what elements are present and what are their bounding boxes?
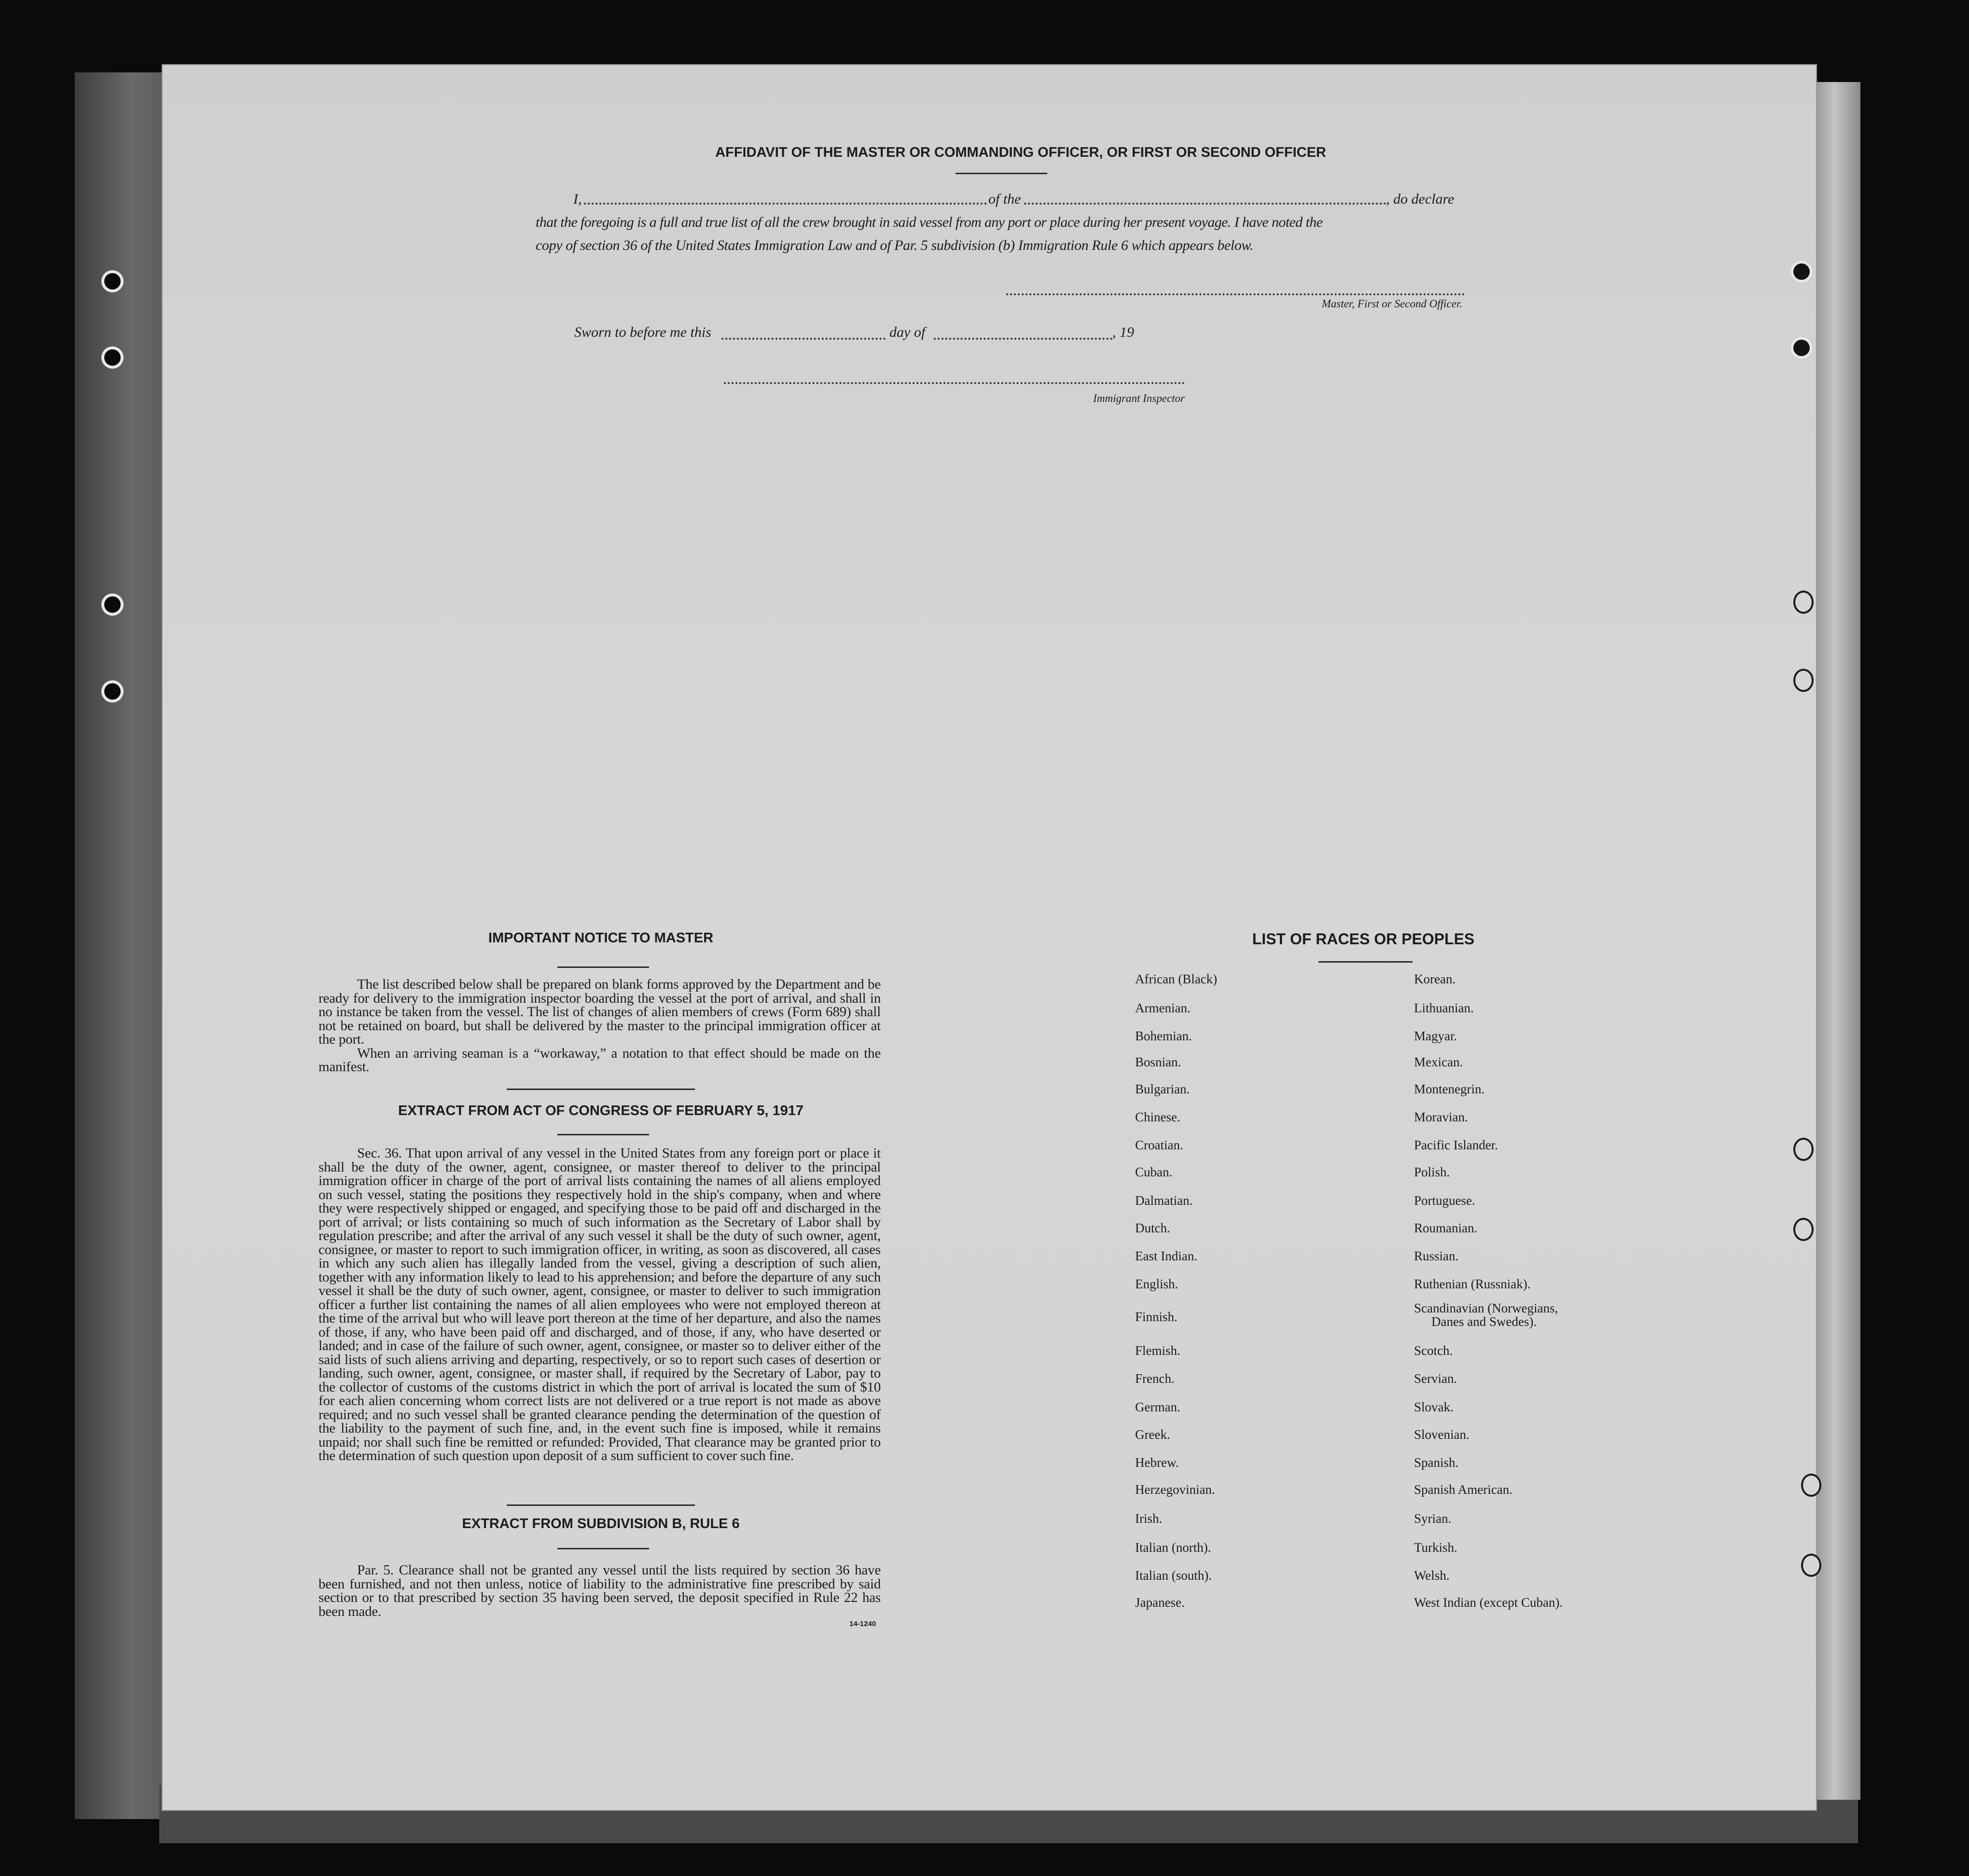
binder-ring-right-6: [1793, 1218, 1814, 1241]
race-item: Herzegovinian.: [1135, 1482, 1215, 1497]
race-item: African (Black): [1135, 972, 1218, 986]
race-item: English.: [1135, 1277, 1179, 1291]
race-item: Slovenian.: [1414, 1427, 1470, 1442]
affidavit-do-declare: , do declare: [1386, 191, 1455, 207]
binder-hole-left-3: [101, 593, 124, 616]
extract-act-title: EXTRACT FROM ACT OF CONGRESS OF FEBRUARY 5, 1917: [398, 1103, 804, 1118]
affidavit-i-label: I,: [573, 191, 582, 207]
binder-hole-left-4: [101, 680, 124, 703]
race-item: Montenegrin.: [1414, 1082, 1485, 1096]
officer-signature-caption: Master, First or Second Officer.: [1321, 298, 1462, 310]
race-item: Polish.: [1414, 1165, 1450, 1179]
form-number: 14-1240: [849, 1620, 876, 1628]
extract-act-title-rule: [557, 1134, 649, 1135]
officer-signature-field[interactable]: [1006, 293, 1465, 295]
race-item: Scandinavian (Norwegians,: [1414, 1301, 1558, 1315]
race-item: Finnish.: [1135, 1310, 1178, 1324]
race-item: Moravian.: [1414, 1110, 1468, 1124]
race-item: Scotch.: [1414, 1343, 1453, 1358]
race-item: Bosnian.: [1135, 1055, 1181, 1069]
race-item: Russian.: [1414, 1249, 1459, 1263]
notice-title: IMPORTANT NOTICE TO MASTER: [488, 930, 714, 946]
races-title: LIST OF RACES OR PEOPLES: [1252, 930, 1475, 948]
page-edge-strip: [1817, 82, 1860, 1800]
extract-act-body: [319, 1146, 881, 1463]
inspector-caption: Immigrant Inspector: [1093, 392, 1185, 404]
race-item: French.: [1135, 1371, 1175, 1386]
notice-paragraph-1: The list described below shall be prepared on blank forms approved by the Department and be ready for delivery to the immigration inspector boarding the vessel at the port of arrival, and shall in no instance be taken from the vessel. The list of changes of alien members of crews (Form 689) shall not be retained on board, but shall be delivered by the master to the principal immigration officer at the port.: [319, 977, 881, 1047]
sworn-label: Sworn to before me this: [574, 324, 711, 340]
affidavit-line-2: that the foregoing is a full and true list of all the crew brought in said vessel from any port or place during her present voyage. I have noted the: [536, 214, 1323, 230]
race-item: Italian (south).: [1135, 1568, 1212, 1583]
race-item: Portuguese.: [1414, 1193, 1475, 1208]
race-item: Spanish.: [1414, 1455, 1459, 1470]
extract-rule-body: [319, 1563, 881, 1618]
binder-hole-right-2: [1790, 337, 1813, 359]
race-item-continuation: Danes and Swedes).: [1431, 1314, 1537, 1329]
race-item: Roumanian.: [1414, 1221, 1478, 1235]
race-item: Bulgarian.: [1135, 1082, 1190, 1096]
extract-act-paragraph: Sec. 36. That upon arrival of any vessel in the United States from any foreign port or place it shall be the duty of the owner, agent, consignee, or master thereof to deliver to the principal immigration officer in charge of the port of arrival lists containing the names of all aliens employed on such vessel, stating the positions they respectively hold in the ship's company, when and where they were respectively shipped or engaged, and specifying those to be paid off and discharged in the port of arrival; or lists containing so much of such information as the Secretary of Labor shall by regulation prescribe; and after the arrival of any such vessel it shall be the duty of such owner, agent, consignee, or master to report to such immigration officer, in writing, as soon as discovered, all cases in which any such alien has illegally landed from the vessel, giving a description of such alien, together with any information likely to lead to his apprehension; and before the departure of any such vessel it shall be the duty of such owner, agent, consignee, or master to deliver to such immigration officer a further list containing the names of all alien employees who were not employed thereon at the time of the arrival but who will leave port thereon at the time of her departure, and also the names of those, if any, who have been paid off and discharged, and of those, if any, who have deserted or landed; and in case of the failure of such owner, agent, consignee, or master so to deliver either of the said lists of such aliens arriving and departing, respectively, or so to report such cases of desertion or landing, such owner, agent, consignee, or master shall, if required by the Secretary of Labor, pay to the collector of customs of the customs district in which the port of arrival is located the sum of $10 for each alien concerning whom correct lists are not delivered or a true report is not made as above required; and no such vessel shall be granted clearance pending the determination of the question of the liability to the payment of such fine, and, in the event such fine is imposed, while it remains unpaid; nor shall such fine be remitted or refunded: Provided, That clearance may be granted prior to the determination of such question upon deposit of a sum sufficient to cover such fine.: [319, 1145, 881, 1463]
race-item: Turkish.: [1414, 1540, 1457, 1555]
race-item: Italian (north).: [1135, 1540, 1211, 1555]
race-item: Ruthenian (Russniak).: [1414, 1277, 1531, 1291]
race-item: Servian.: [1414, 1371, 1457, 1386]
race-item: Chinese.: [1135, 1110, 1180, 1124]
race-item: Dutch.: [1135, 1221, 1170, 1235]
binder-ring-right-8: [1801, 1554, 1821, 1577]
race-item: Bohemian.: [1135, 1029, 1192, 1043]
race-item: Pacific Islander.: [1414, 1138, 1498, 1152]
race-item: Cuban.: [1135, 1165, 1173, 1179]
year-label: , 19: [1112, 324, 1134, 340]
binder-ring-right-3: [1793, 591, 1814, 614]
race-item: Lithuanian.: [1414, 1001, 1474, 1015]
affidavit-line-3: copy of section 36 of the United States Immigration Law and of Par. 5 subdivision (b) Immigration Rule 6 which appears below.: [536, 237, 1253, 253]
binder-hole-left-1: [101, 270, 124, 292]
binder-hole-right-1: [1790, 261, 1813, 283]
race-item: Irish.: [1135, 1511, 1163, 1526]
race-item: Armenian.: [1135, 1001, 1191, 1015]
race-item: Welsh.: [1414, 1568, 1450, 1583]
binder-ring-right-4: [1793, 669, 1814, 692]
race-item: Greek.: [1135, 1427, 1170, 1442]
race-item: East Indian.: [1135, 1249, 1197, 1263]
race-item: Hebrew.: [1135, 1455, 1179, 1470]
affidavit-of-the-label: of the: [988, 191, 1021, 207]
race-item: Slovak.: [1414, 1400, 1454, 1414]
race-item: Syrian.: [1414, 1511, 1452, 1526]
race-item: Magyar.: [1414, 1029, 1457, 1043]
binder-hole-left-2: [101, 346, 124, 369]
binder-ring-right-5: [1793, 1138, 1814, 1161]
race-item: Mexican.: [1414, 1055, 1463, 1069]
races-title-rule: [1318, 961, 1413, 963]
notice-divider: [507, 1089, 695, 1090]
sworn-month-field[interactable]: [934, 338, 1112, 340]
notice-body: [319, 978, 881, 1074]
notice-paragraph-2: When an arriving seaman is a “workaway,” a notation to that effect should be made on the manifest.: [319, 1045, 881, 1075]
affidavit-name-field[interactable]: [584, 203, 987, 205]
race-item: Korean.: [1414, 972, 1456, 986]
sworn-day-field[interactable]: [721, 338, 886, 340]
day-of-label: day of: [889, 324, 926, 340]
extract-rule-paragraph: Par. 5. Clearance shall not be granted any vessel until the lists required by section 36 have been furnished, and not then unless, notice of liability to the administrative fine prescribed by said section or to that prescribed by section 35 having been served, the deposit specified in Rule 22 has been made.: [319, 1562, 881, 1619]
race-item: West Indian (except Cuban).: [1414, 1595, 1563, 1610]
affidavit-vessel-field[interactable]: [1024, 203, 1386, 205]
affidavit-title-rule: [956, 173, 1047, 174]
race-item: Japanese.: [1135, 1595, 1185, 1610]
binder-ring-right-7: [1801, 1474, 1821, 1497]
extract-act-divider: [507, 1504, 695, 1506]
affidavit-title: AFFIDAVIT OF THE MASTER OR COMMANDING OFFICER, OR FIRST OR SECOND OFFICER: [715, 145, 1326, 160]
notice-title-rule: [557, 966, 649, 968]
inspector-signature-field[interactable]: [724, 382, 1185, 384]
extract-rule-title: EXTRACT FROM SUBDIVISION B, RULE 6: [462, 1516, 740, 1531]
race-item: Flemish.: [1135, 1343, 1180, 1358]
race-item: Dalmatian.: [1135, 1193, 1193, 1208]
race-item: Croatian.: [1135, 1138, 1183, 1152]
race-item: German.: [1135, 1400, 1180, 1414]
extract-rule-title-rule: [557, 1548, 649, 1549]
backing-sheet-left: [75, 72, 171, 1819]
race-item: Spanish American.: [1414, 1482, 1512, 1497]
